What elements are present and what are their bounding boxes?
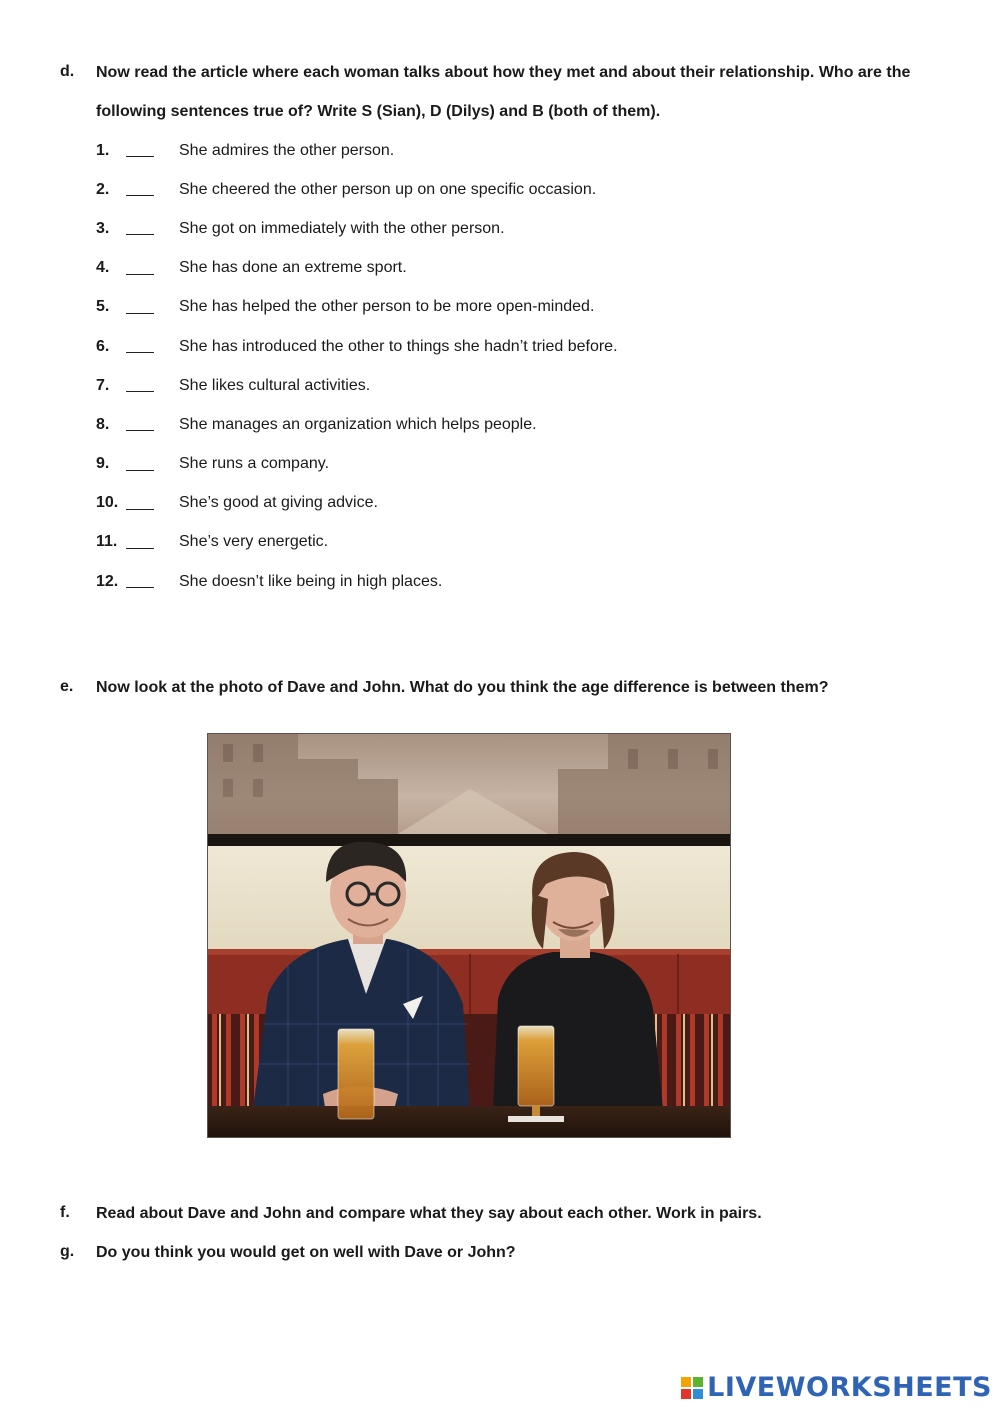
statement-number: 8. [96, 415, 110, 433]
statement-text: She doesn’t like being in high places. [179, 572, 443, 590]
statement-item [96, 562, 618, 601]
answer-blank[interactable] [126, 262, 154, 275]
statement-number: 11. [96, 533, 118, 551]
statement-text: She admires the other person. [179, 141, 395, 159]
liveworksheets-logo [681, 1372, 992, 1403]
statement-number: 9. [96, 455, 110, 473]
logo-square-1 [681, 1377, 691, 1387]
question-f-text: Read about Dave and John and compare what they say about each other. Work in pairs. [96, 1205, 762, 1222]
statement-number: 3. [96, 219, 110, 237]
statement-text: She manages an organization which helps people. [179, 415, 537, 433]
statement-text: She’s very energetic. [179, 533, 329, 551]
question-d-instructions: Now read the article where each woman talks about how they met and about their relationship. Who are the following sentences true of? Write S (Sian), D (Dilys) and B (both of them). [96, 64, 911, 120]
statement-number: 7. [96, 376, 110, 394]
answer-blank[interactable] [126, 575, 154, 588]
answer-blank[interactable] [126, 301, 154, 314]
statement-number: 1. [96, 141, 110, 159]
statement-number: 4. [96, 259, 110, 277]
answer-blank[interactable] [126, 340, 154, 353]
statement-text: She has introduced the other to things she hadn’t tried before. [179, 337, 618, 355]
answer-blank[interactable] [126, 144, 154, 157]
statement-item [96, 288, 618, 327]
question-g-letter: g. [60, 1243, 75, 1260]
question-e-text: Now look at the photo of Dave and John. What do you think the age difference is between them? [96, 679, 829, 696]
answer-blank[interactable] [126, 536, 154, 549]
statement-item [96, 131, 618, 170]
statement-item [96, 405, 618, 444]
logo-square-3 [681, 1389, 691, 1399]
statement-number: 6. [96, 337, 110, 355]
question-e-letter: e. [60, 678, 74, 695]
question-g-text: Do you think you would get on well with Dave or John? [96, 1244, 516, 1261]
answer-blank[interactable] [126, 379, 154, 392]
question-f-letter: f. [60, 1204, 70, 1221]
statement-item [96, 523, 618, 562]
statement-text: She has helped the other person to be more open-minded. [179, 298, 595, 316]
statement-text: She likes cultural activities. [179, 376, 371, 394]
statement-number: 2. [96, 180, 110, 198]
statement-text: She got on immediately with the other person. [179, 219, 505, 237]
logo-square-2 [693, 1377, 703, 1387]
liveworksheets-logo-icon [681, 1377, 703, 1399]
statement-item [96, 366, 618, 405]
question-d-letter: d. [60, 63, 75, 80]
answer-blank[interactable] [126, 458, 154, 471]
answer-blank[interactable] [126, 497, 154, 510]
statement-text: She’s good at giving advice. [179, 494, 378, 512]
liveworksheets-logo-text: LIVEWORKSHEETS [707, 1372, 992, 1403]
logo-square-4 [693, 1389, 703, 1399]
statement-item [96, 249, 618, 288]
statement-text: She has done an extreme sport. [179, 259, 407, 277]
answer-blank[interactable] [126, 183, 154, 196]
dave-and-john-photo [207, 733, 731, 1138]
statement-item [96, 327, 618, 366]
answer-blank[interactable] [126, 222, 154, 235]
statement-number: 5. [96, 298, 110, 316]
statement-item [96, 209, 618, 248]
statement-item [96, 170, 618, 209]
statement-item [96, 445, 618, 484]
statement-number: 12. [96, 572, 119, 590]
statement-text: She cheered the other person up on one specific occasion. [179, 180, 597, 198]
statement-list [96, 131, 618, 601]
answer-blank[interactable] [126, 418, 154, 431]
statement-number: 10. [96, 494, 119, 512]
statement-text: She runs a company. [179, 455, 330, 473]
statement-item [96, 484, 618, 523]
